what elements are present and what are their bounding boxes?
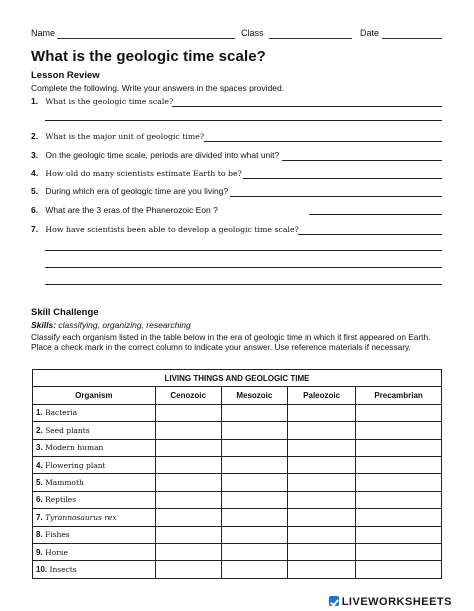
question-7 — [31, 224, 299, 234]
organism-name: Tyrannosaurus rex — [45, 512, 117, 522]
lesson-review-instructions: Complete the following. Write your answers in the spaces provided. — [31, 83, 285, 93]
row-number: 4. — [36, 460, 43, 470]
table-row — [33, 491, 442, 508]
question-number: 7. — [31, 224, 39, 234]
precambrian-cell[interactable] — [356, 404, 442, 421]
mesozoic-cell[interactable] — [221, 404, 288, 421]
answer-line-1a[interactable] — [172, 106, 442, 107]
precambrian-cell[interactable] — [356, 509, 442, 526]
paleozoic-cell[interactable] — [288, 561, 356, 578]
organism-cell — [33, 456, 156, 473]
organism-cell — [33, 526, 156, 543]
paleozoic-cell[interactable] — [288, 456, 356, 473]
mesozoic-cell[interactable] — [221, 543, 288, 560]
cenozoic-cell[interactable] — [155, 561, 221, 578]
row-number: 7. — [36, 512, 43, 522]
organism-name: Mammoth — [45, 478, 84, 488]
cenozoic-cell[interactable] — [155, 422, 221, 439]
answer-line-6[interactable] — [309, 214, 442, 215]
table-row — [33, 456, 442, 473]
answer-line-1b[interactable] — [45, 120, 442, 121]
row-number: 9. — [36, 547, 43, 557]
skills-line — [31, 320, 191, 330]
table-row — [33, 404, 442, 421]
paleozoic-cell[interactable] — [288, 404, 356, 421]
row-number: 3. — [36, 443, 43, 453]
skill-challenge-heading: Skill Challenge — [31, 307, 99, 318]
page-title: What is the geologic time scale? — [31, 48, 266, 65]
question-text: How old do many scientists estimate Earth to be? — [45, 169, 242, 178]
paleozoic-cell[interactable] — [288, 439, 356, 456]
date-label: Date — [360, 28, 380, 38]
question-number: 3. — [31, 150, 39, 160]
mesozoic-cell[interactable] — [221, 439, 288, 456]
cenozoic-cell[interactable] — [155, 509, 221, 526]
row-number: 2. — [36, 425, 43, 435]
precambrian-cell[interactable] — [356, 491, 442, 508]
table-row — [33, 561, 442, 578]
cenozoic-cell[interactable] — [155, 439, 221, 456]
row-number: 10. — [36, 564, 48, 574]
question-number: 2. — [31, 131, 39, 141]
question-number: 1. — [31, 96, 39, 106]
answer-line-4[interactable] — [243, 178, 442, 179]
liveworksheets-footer[interactable] — [329, 596, 452, 608]
mesozoic-cell[interactable] — [221, 474, 288, 491]
organism-name: Horse — [45, 547, 68, 557]
table-row — [33, 422, 442, 439]
question-number: 5. — [31, 186, 39, 196]
organism-name: Reptiles — [45, 495, 77, 505]
living-things-table — [32, 369, 442, 579]
organism-name: Fishes — [45, 530, 70, 540]
mesozoic-cell[interactable] — [221, 509, 288, 526]
question-2 — [31, 131, 204, 141]
paleozoic-cell[interactable] — [288, 543, 356, 560]
table-row — [33, 509, 442, 526]
skills-label: Skills: — [31, 320, 57, 330]
organism-cell — [33, 404, 156, 421]
table-row — [33, 439, 442, 456]
precambrian-cell[interactable] — [356, 543, 442, 560]
precambrian-cell[interactable] — [356, 526, 442, 543]
question-text: On the geologic time scale, periods are divided into what unit? — [45, 150, 280, 160]
precambrian-cell[interactable] — [356, 456, 442, 473]
cenozoic-cell[interactable] — [155, 456, 221, 473]
column-header-mesozoic: Mesozoic — [221, 387, 288, 404]
row-number: 5. — [36, 478, 43, 488]
mesozoic-cell[interactable] — [221, 456, 288, 473]
organism-name: Flowering plant — [45, 460, 106, 470]
paleozoic-cell[interactable] — [288, 509, 356, 526]
organism-name: Modern human — [45, 443, 104, 453]
organism-cell — [33, 491, 156, 508]
question-number: 6. — [31, 205, 39, 215]
precambrian-cell[interactable] — [356, 439, 442, 456]
organism-cell — [33, 509, 156, 526]
organism-cell — [33, 422, 156, 439]
answer-line-7c[interactable] — [45, 267, 442, 268]
question-text: What is the geologic time scale? — [45, 97, 174, 106]
name-field[interactable] — [57, 38, 235, 39]
cenozoic-cell[interactable] — [155, 526, 221, 543]
question-1 — [31, 96, 173, 106]
answer-line-7d[interactable] — [45, 284, 442, 285]
organism-cell — [33, 543, 156, 560]
skills-text: classifying, organizing, researching — [58, 320, 191, 330]
question-6 — [31, 205, 218, 215]
question-text: What is the major unit of geologic time? — [45, 132, 205, 141]
question-3 — [31, 150, 279, 160]
table-caption: LIVING THINGS AND GEOLOGIC TIME — [33, 370, 442, 387]
answer-line-2[interactable] — [204, 141, 442, 142]
answer-line-3[interactable] — [282, 160, 442, 161]
class-label: Class — [241, 28, 264, 38]
organism-cell — [33, 474, 156, 491]
mesozoic-cell[interactable] — [221, 491, 288, 508]
organism-name: Seed plants — [45, 425, 90, 435]
date-field[interactable] — [382, 38, 442, 39]
mesozoic-cell[interactable] — [221, 422, 288, 439]
column-header-organism: Organism — [33, 387, 156, 404]
cenozoic-cell[interactable] — [155, 491, 221, 508]
organism-name: Insects — [49, 564, 77, 574]
row-number: 1. — [36, 408, 43, 418]
check-logo-icon — [329, 596, 339, 606]
name-label: Name — [31, 28, 56, 38]
question-text: What are the 3 eras of the Phanerozoic Eon ? — [45, 205, 218, 215]
paleozoic-cell[interactable] — [288, 422, 356, 439]
organism-cell — [33, 561, 156, 578]
mesozoic-cell[interactable] — [221, 561, 288, 578]
mesozoic-cell[interactable] — [221, 526, 288, 543]
footer-brand: LIVEWORKSHEETS — [341, 596, 452, 608]
precambrian-cell[interactable] — [356, 422, 442, 439]
paleozoic-cell[interactable] — [288, 526, 356, 543]
question-4 — [31, 168, 242, 178]
paleozoic-cell[interactable] — [288, 491, 356, 508]
row-number: 6. — [36, 495, 43, 505]
organism-name: Bacteria — [45, 408, 78, 418]
cenozoic-cell[interactable] — [155, 474, 221, 491]
question-number: 4. — [31, 168, 39, 178]
class-field[interactable] — [269, 38, 352, 39]
precambrian-cell[interactable] — [356, 561, 442, 578]
row-number: 8. — [36, 530, 43, 540]
cenozoic-cell[interactable] — [155, 543, 221, 560]
question-text: How have scientists been able to develop a geologic time scale? — [45, 225, 299, 234]
column-header-cenozoic: Cenozoic — [155, 387, 221, 404]
table-row — [33, 526, 442, 543]
question-5 — [31, 186, 228, 196]
table-row — [33, 474, 442, 491]
cenozoic-cell[interactable] — [155, 404, 221, 421]
paleozoic-cell[interactable] — [288, 474, 356, 491]
column-header-precambrian: Precambrian — [356, 387, 442, 404]
table-row — [33, 543, 442, 560]
answer-line-7b[interactable] — [45, 250, 442, 251]
answer-line-5[interactable] — [230, 196, 442, 197]
lesson-review-heading: Lesson Review — [31, 70, 100, 81]
organism-cell — [33, 439, 156, 456]
precambrian-cell[interactable] — [356, 474, 442, 491]
question-text: During which era of geologic time are you living? — [45, 186, 229, 196]
column-header-paleozoic: Paleozoic — [288, 387, 356, 404]
skill-challenge-instructions: Classify each organism listed in the table below in the era of geologic time in which it first appeared on Earth. Place a check mark in the correct column to indicate your answer. Use reference materials if necessary. — [31, 332, 431, 353]
answer-line-7a[interactable] — [298, 234, 442, 235]
